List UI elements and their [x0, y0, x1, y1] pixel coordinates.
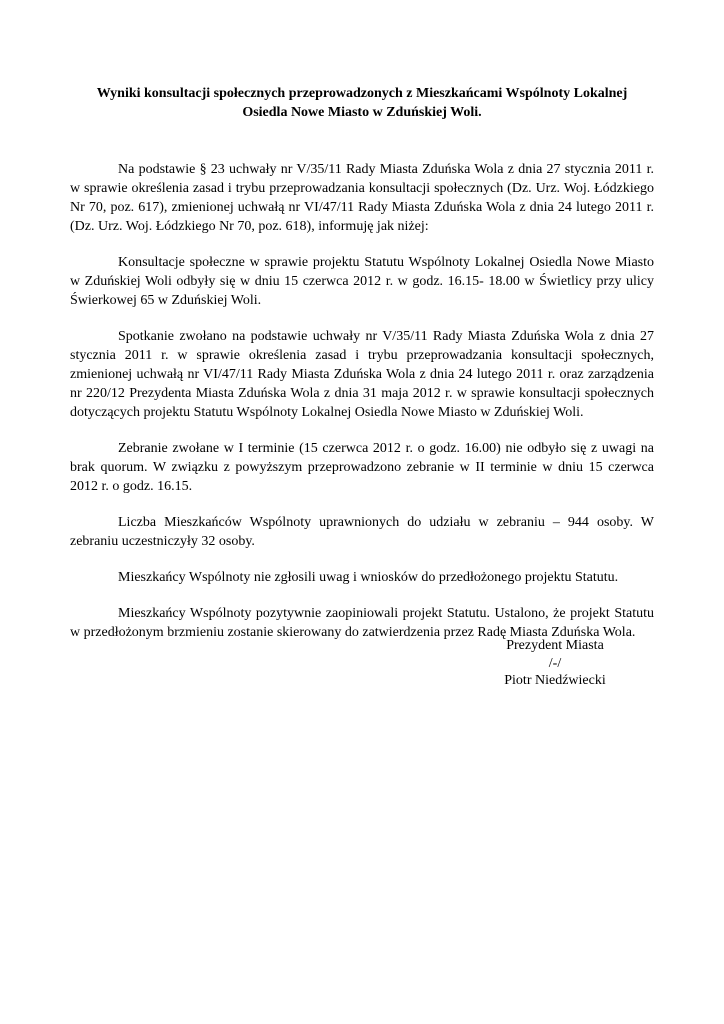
paragraph-conclusion: Mieszkańcy Wspólnoty pozytywnie zaopiniowali projekt Statutu. Ustalono, że projekt Statutu w przedłożonym brzmieniu zostanie skierowany do zatwierdzenia przez Radę Miasta Zduńska Wola.: [70, 606, 654, 640]
paragraph-legal-basis: Na podstawie § 23 uchwały nr V/35/11 Rady Miasta Zduńska Wola z dnia 27 stycznia 2011 r. w sprawie określenia zasad i trybu przeprowadzania konsultacji społecznych (Dz. Urz. Woj. Łódzkiego Nr 70, poz. 617), zmienionej uchwałą nr VI/47/11 Rady Miasta Zduńska Wola z dnia 24 lutego 2011 r. (Dz. Urz. Woj. Łódzkiego Nr 70, poz. 618), informuję jak niżej:: [70, 162, 654, 234]
signature-role: Prezydent Miasta: [506, 638, 604, 653]
document-title: [70, 84, 654, 122]
paragraph-attendance: Liczba Mieszkańców Wspólnoty uprawnionych do udziału w zebraniu – 944 osoby. W zebraniu uczestniczyły 32 osoby.: [70, 515, 654, 549]
signature-mark: /-/: [548, 655, 562, 671]
paragraph-meeting-basis: Spotkanie zwołano na podstawie uchwały nr V/35/11 Rady Miasta Zduńska Wola z dnia 27 stycznia 2011 r. w sprawie określenia zasad i trybu przeprowadzania konsultacji społecznych, zmienionej uchwałą nr VI/47/11 Rady Miasta Zduńska Wola z dnia 24 lutego 2011 r. oraz zarządzenia nr 220/12 Prezydenta Miasta Zduńska Wola z dnia 31 maja 2012 r. w sprawie konsultacji społecznych dotyczących projektu Statutu Wspólnoty Lokalnej Osiedla Nowe Miasto w Zduńskiej Woli.: [70, 329, 654, 420]
signature-block: [470, 637, 640, 690]
paragraph-consultation-details: Konsultacje społeczne w sprawie projektu Statutu Wspólnoty Lokalnej Osiedla Nowe Miasto w Zduńskiej Woli odbyły się w dniu 15 czerwca 2012 r. w godz. 16.15- 18.00 w Świetlicy przy ulicy Świerkowej 65 w Zduńskiej Woli.: [70, 255, 654, 308]
title-line-2: Osiedla Nowe Miasto w Zduńskiej Woli.: [242, 105, 482, 120]
signature-name: Piotr Niedźwiecki: [504, 673, 606, 688]
paragraph-quorum: Zebranie zwołane w I terminie (15 czerwca 2012 r. o godz. 16.00) nie odbyło się z uwagi na brak quorum. W związku z powyższym przeprowadzono zebranie w II terminie w dniu 15 czerwca 2012 r. o godz. 16.15.: [70, 441, 654, 494]
paragraph-no-objections: Mieszkańcy Wspólnoty nie zgłosili uwag i wniosków do przedłożonego projektu Statutu.: [118, 570, 619, 585]
title-line-1: Wyniki konsultacji społecznych przeprowadzonych z Mieszkańcami Wspólnoty Lokalnej: [96, 86, 628, 101]
